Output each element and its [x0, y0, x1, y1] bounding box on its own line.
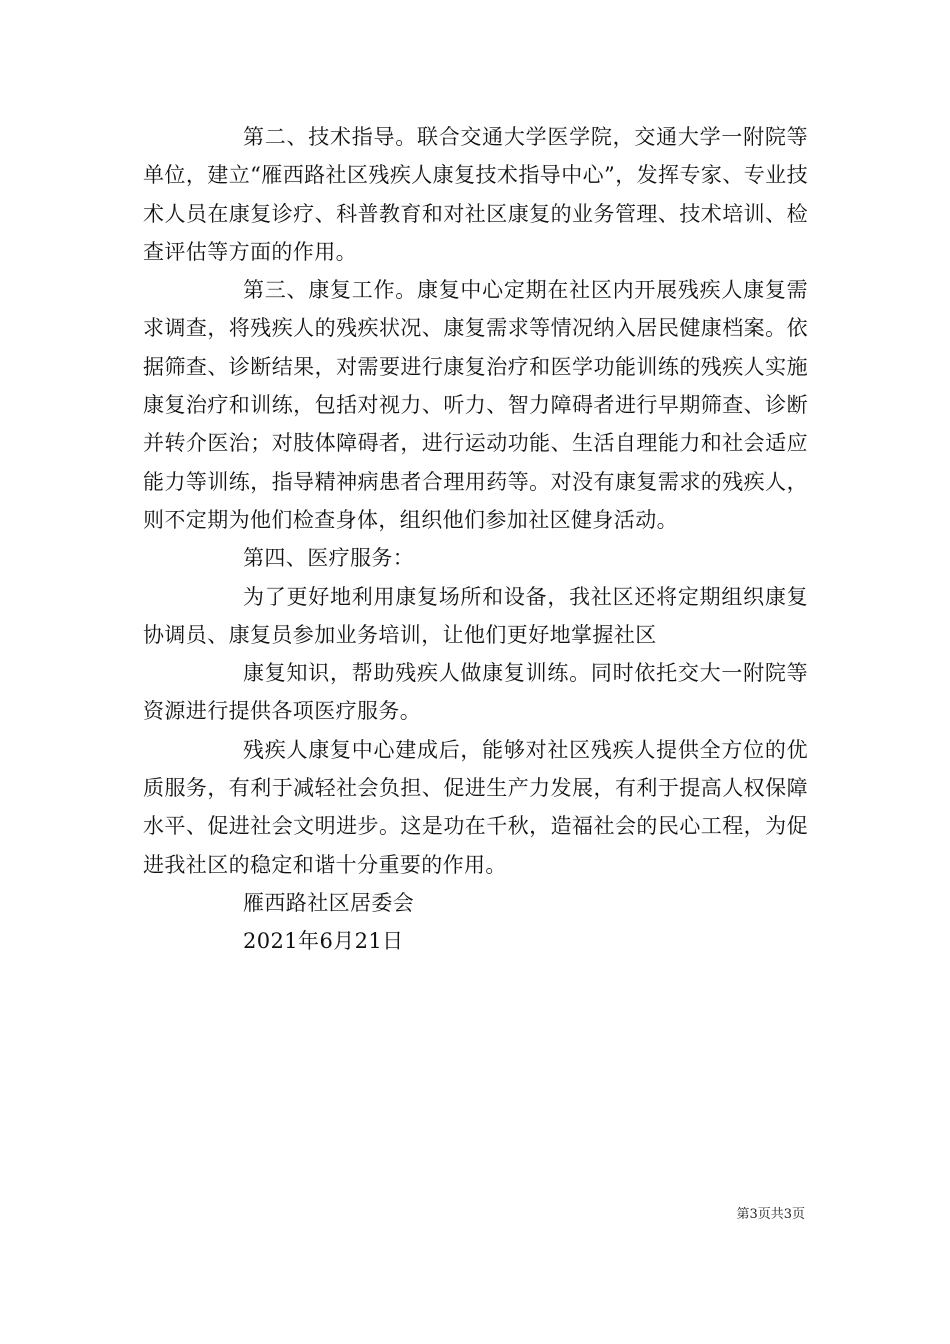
paragraph-training-plan: 为了更好地利用康复场所和设备，我社区还将定期组织康复协调员、康复员参加业务培训，让他们更好地掌握社区 — [143, 584, 808, 647]
paragraph-rehabilitation-work: 第三、康复工作。康复中心定期在社区内开展残疾人康复需求调查，将残疾人的残疾状况、康复需求等情况纳入居民健康档案。依据筛查、诊断结果，对需要进行康复治疗和医学功能训练的残疾人实施康复治疗和训练，包括对视力、听力、智力障碍者进行早期筛查、诊断并转介医治；对肢体障碍者，进行运动功能、生活自理能力和社会适应能力等训练，指导精神病患者合理用药等。对没有康复需求的残疾人，则不定期为他们检查身体，组织他们参加社区健身活动。 — [143, 278, 808, 532]
page-number-footer: 第3页共3页 — [736, 1207, 805, 1222]
paragraph-conclusion: 残疾人康复中心建成后，能够对社区残疾人提供全方位的优质服务，有利于减轻社会负担、促进生产力发展，有利于提高人权保障水平、促进社会文明进步。这是功在千秋，造福社会的民心工程，为促进我社区的稳定和谐十分重要的作用。 — [143, 737, 808, 877]
paragraph-technical-guidance: 第二、技术指导。联合交通大学医学院，交通大学一附院等单位，建立“雁西路社区残疾人康复技术指导中心”，发挥专家、专业技术人员在康复诊疗、科普教育和对社区康复的业务管理、技术培训、检查评估等方面的作用。 — [143, 125, 808, 264]
signature-organization: 雁西路社区居委会 — [243, 890, 415, 915]
document-body — [143, 118, 808, 961]
paragraph-medical-service-heading: 第四、医疗服务： — [243, 546, 415, 571]
signature-date: 2021年6月21日 — [243, 929, 404, 954]
paragraph-rehab-knowledge: 康复知识，帮助残疾人做康复训练。同时依托交大一附院等资源进行提供各项医疗服务。 — [143, 661, 808, 724]
